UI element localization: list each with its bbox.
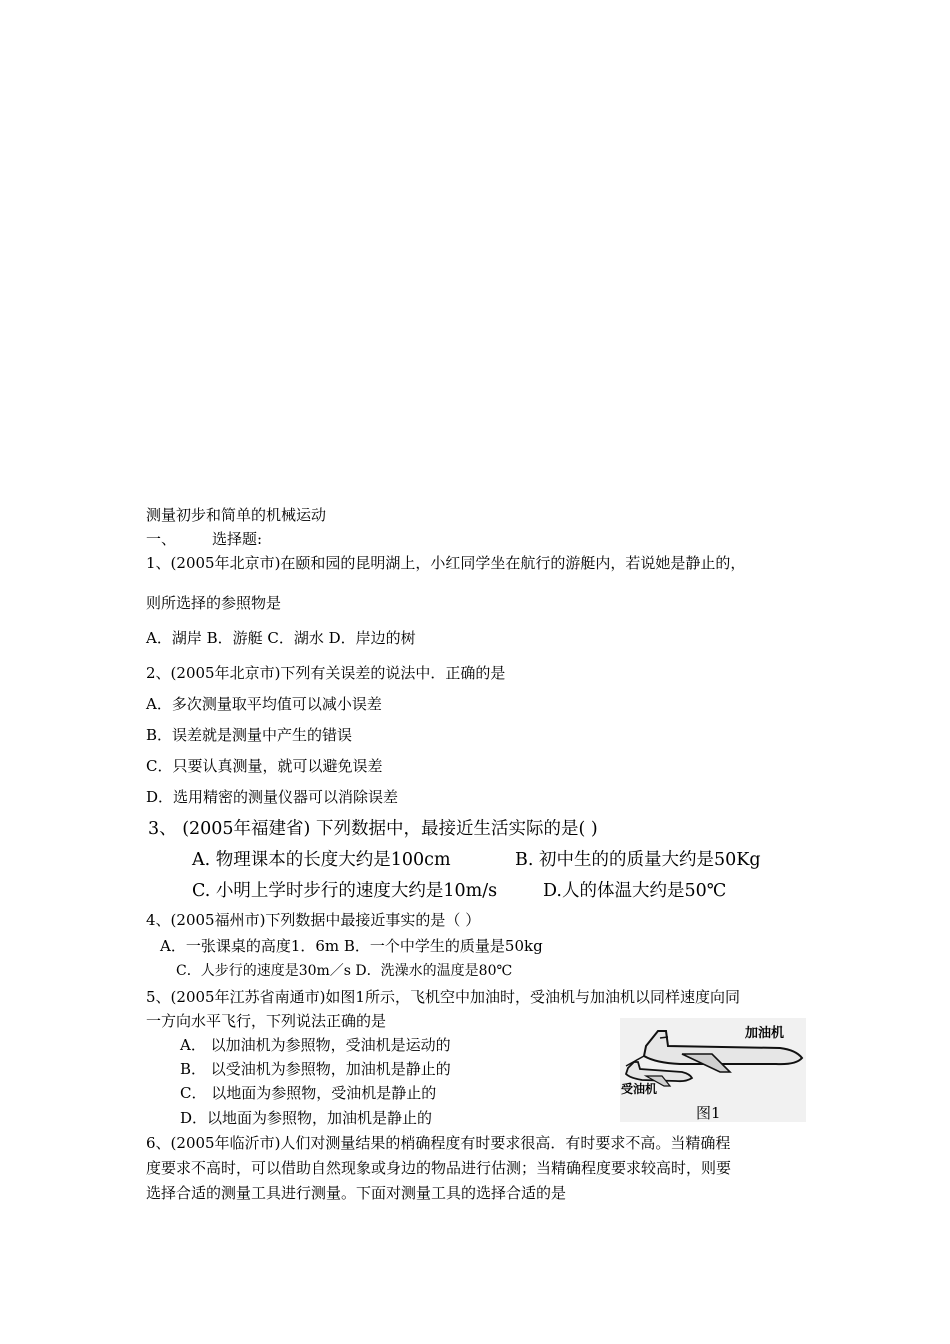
q2-option-d: D．选用精密的测量仪器可以消除误差 <box>146 788 399 806</box>
page-title: 测量初步和简单的机械运动 <box>146 506 327 524</box>
q6-line1: 6、(2005年临沂市)人们对测量结果的梢确程度有时要求很高．有时要求不高。当精确程 <box>146 1134 731 1152</box>
q2-stem: 2、(2005年北京市)下列有关误差的说法中．正确的是 <box>146 664 506 682</box>
q4-options-cd: C．人步行的速度是30m／s D．洗澡水的温度是80℃ <box>176 963 513 979</box>
receiver-label: 受油机 <box>621 1082 658 1096</box>
q2-option-a: A．多次测量取平均值可以减小误差 <box>146 695 382 713</box>
q1-stem-line1: 1、(2005年北京市)在颐和园的昆明湖上，小红同学坐在航行的游艇内，若说她是静止的， <box>146 554 746 572</box>
q5-option-d: D．以地面为参照物，加油机是静止的 <box>180 1109 433 1127</box>
q3-option-a: A. 物理课本的长度大约是100cm <box>192 850 451 870</box>
q4-options-ab: A．一张课桌的高度1．6m B．一个中学生的质量是50kg <box>160 937 543 955</box>
q5-option-c: C． 以地面为参照物，受油机是静止的 <box>180 1084 437 1102</box>
q5-stem-line2: 一方向水平飞行，下列说法正确的是 <box>146 1012 387 1030</box>
q5-stem-line1: 5、(2005年江苏省南通市)如图1所示，飞机空中加油时，受油机与加油机以同样速度向同 <box>146 988 740 1006</box>
q2-option-b: B．误差就是测量中产生的错误 <box>146 726 353 744</box>
figure-1-refueling <box>620 1018 806 1122</box>
q2-option-c: C．只要认真测量，就可以避免误差 <box>146 757 383 775</box>
section-label: 选择题: <box>212 530 263 548</box>
q5-option-b: B． 以受油机为参照物，加油机是静止的 <box>180 1060 451 1078</box>
q4-stem: 4、(2005福州市)下列数据中最接近事实的是（ ） <box>146 911 481 929</box>
q3-option-d: D.人的体温大约是50℃ <box>543 881 727 901</box>
figure-caption: 图1 <box>696 1104 721 1122</box>
q6-line3: 选择合适的测量工具进行测量。下面对测量工具的选择合适的是 <box>146 1184 567 1202</box>
q3-option-c: C. 小明上学时步行的速度大约是10m/s <box>192 881 498 901</box>
q3-option-b: B. 初中生的的质量大约是50Kg <box>515 850 761 870</box>
tanker-label: 加油机 <box>745 1026 785 1041</box>
q6-line2: 度要求不高时，可以借助自然现象或身边的物品进行估测；当精确程度要求较高时，则要 <box>146 1159 732 1177</box>
section-number: 一、 <box>146 530 177 548</box>
q1-stem-line2: 则所选择的参照物是 <box>146 594 282 612</box>
q3-stem: 3、 (2005年福建省) 下列数据中，最接近生活实际的是( ) <box>148 819 598 839</box>
q5-option-a: A． 以加油机为参照物，受油机是运动的 <box>180 1036 451 1054</box>
q1-options: A．湖岸 B．游艇 C．湖水 D．岸边的树 <box>146 629 416 647</box>
